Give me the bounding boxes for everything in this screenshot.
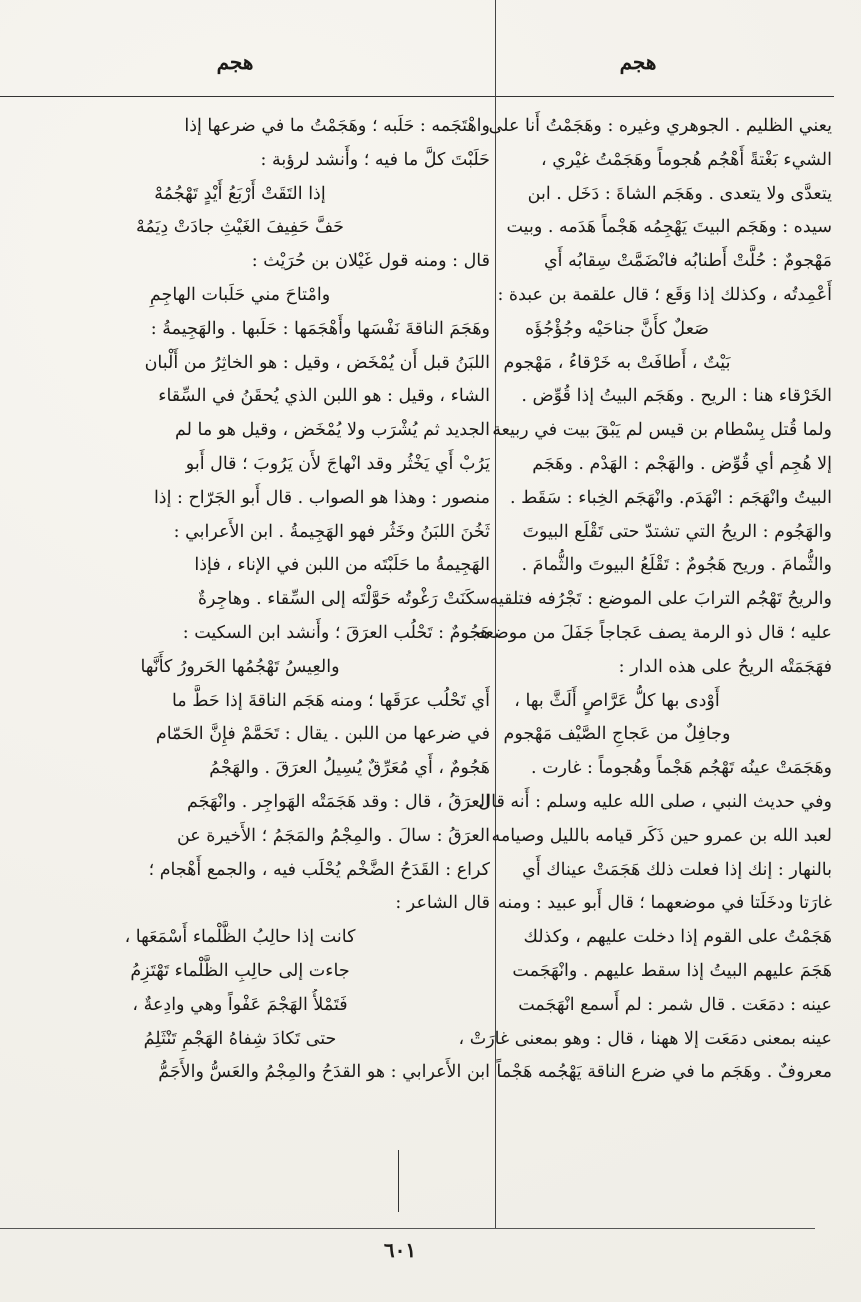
text-line: والثُّمامَ . وريح هَجُومٌ : تَقْلَعُ البيوتَ والثُّمامَ . [521,555,832,576]
verse-line: إذا التَقَتْ أَرْبَعُ أَيْدٍ تَهْجُمُهْ [154,183,326,204]
verse-line: جاءت إلى حالِبِ الظَّلْماء تَهْتَزِمُ [130,960,350,981]
text-line: حَلَبْتَ كلَّ ما فيه ؛ وأَنشد لرؤبة : [260,149,490,170]
text-line: معروفٌ . وهَجَم ما في ضرع الناقة يَهْجُمه هَجْماً [496,1062,832,1083]
column-end-bracket [398,1150,402,1212]
text-line: قال : ومنه قول غَيْلان بن حُرَيْث : [251,251,490,272]
header-rule [0,96,834,97]
text-line: فهَجَمَتْه الريحُ على هذه الدار : [618,656,832,677]
text-line: غارَتا ودخَلَتا في موضعهما ؛ قال أَبو عبيد : ومنه [497,893,832,914]
text-line: سكَنَتْ رَغْوتُه حَوَّلْتَه إلى السِّقاء . وهاجِرةٌ [197,589,490,610]
verse-line: حَفَّ حَفِيفَ الغَيْثِ جادَتْ دِيَمُهْ [136,217,344,238]
text-line: كراع : القَدَحُ الضَّخْم يُحْلَب فيه ، والجمع أَهْجام ؛ [148,859,490,880]
text-line: بالنهار : إنك إذا فعلت ذلك هَجَمَتْ عيناك أَي [522,859,832,880]
text-line: ثَخُنَ اللبَنُ وخَثُر فهو الهَجِيمةُ . ابن الأَعرابي : [173,521,490,542]
text-line: إلا هُجِم أي قُوِّض . والهَجْم : الهَدْم . وهَجَم [532,453,832,474]
text-line: في ضرعها من اللبن . يقال : تَحَمَّمْ فإِنَّ الحَمّام [155,724,490,745]
text-line: ابن الأَعرابي : هو القدَحُ والمِجْمُ والعَسُّ والأَجَمُّ [158,1062,490,1083]
text-line: الخَرْقاء هنا : الريح . وهَجَم البيتُ إذا قُوِّض . [521,386,832,407]
text-line: والهَجُوم : الريحُ التي تشتدّ حتى تَقْلَع البيوتَ [522,521,832,542]
text-line: وفي حديث النبي ، صلى الله عليه وسلم : أَنه قال [478,791,832,812]
text-line: يعني الظليم . الجوهري وغيره : وهَجَمْتُ أَنا على [488,116,832,136]
verse-line: وامْتاحَ مني حَلَبات الهاجِمِ [149,284,331,305]
left-column [0,110,490,1090]
text-line: هَجُومٌ ، أَي مُعَرِّقٌ يُسِيلُ العرَقَ . والهَجْمُ [209,758,490,779]
text-line: أَي تَحْلُب عرَقَها ؛ ومنه هَجَم الناقةَ إذا حَطَّ ما [171,690,490,711]
text-line: لعبد الله بن عمرو حين ذَكَر قيامه بالليل وصيامه [491,825,832,846]
text-line: اللبَنُ قبل أَن يُمْخَض ، وقيل : هو الخاثِرُ من أَلْبان [144,352,490,373]
verse-line: كانت إذا حالِبُ الظَّلْماء أَسْمَعَها ، [124,927,356,948]
footer-rule [0,1228,815,1229]
text-line: عينه بمعنى دمَعَت إلا ههنا ، قال : وهو بمعنى غارَتْ ، [458,1028,832,1049]
text-line: الجديد ثم يُشْرَب ولا يُمْخَض ، وقيل هو ما لم [174,420,490,441]
verse-line: فَتَمْلأُ الهَجْمَ عَفْواً وهي وادِعةٌ ، [132,994,348,1015]
text-line: هَجُومٌ : تَحْلُب العرَقَ ؛ وأَنشد ابن السكيت : [182,622,490,643]
text-line: البيتُ وانْهَجَم : انْهَدَم. وانْهَجَم الخِباء : سَقَط . [509,487,832,508]
verse-line: أَوْدى بها كلُّ عَرَّاصٍ أَلَثَّ بها ، [514,690,720,711]
text-line: هَجَمْتُ على القوم إذا دخلت عليهم ، وكذلك [523,927,832,948]
verse-line: وجافِلٌ من عَجاجِ الصَّيْف مَهْجوم [503,724,731,745]
text-line: العرَقُ : سالَ . والمِجْمُ والمَجَمُ ؛ الأَخيرة عن [176,825,490,846]
headword-right: هجم [619,50,657,74]
text-line: منصور : وهذا هو الصواب . قال أَبو الجَرّاح : إذا [153,487,490,508]
headword-left: هجم [216,50,254,74]
text-line: هَجَمَ عليهم البيتُ إذا سقط عليهم . وانْهَجَمت [512,960,832,981]
text-line: قال الشاعر : [395,893,490,914]
text-line: عليه ؛ قال ذو الرمة يصف عَجاجاً جَفَلَ من موضعه [476,622,832,643]
text-line: واهْتَجَمه : حَلَبه ؛ وهَجَمْتُ ما في ضرعها إذا [184,116,490,136]
text-line: يَرُبْ أَي يَخْثُر وقد انْهاجَ لأَن يَرُوبَ ؛ قال أَبو [185,453,490,474]
text-line: العرَقُ ، قال : وقد هَجَمَتْه الهَواجِر . وانْهَجَم [186,791,490,812]
page-number: ٦٠١ [383,1238,417,1262]
text-line: الهَجِيمةُ ما حَلَبْتَه من اللبن في الإناء ، فإذا [194,555,490,576]
text-line: عينه : دمَعَت . قال شمر : لم أَسمع انْهَجَمت [518,994,832,1015]
text-line: مَهْجومٌ : حُلَّتْ أَطنابُه فانْضَمَّتْ سِقابُه أَي [543,251,832,272]
text-line: والريحُ تَهْجُم الترابَ على الموضع : تَجْرُفه فتلقيه [489,589,832,610]
text-line: سيده : وهَجَم البيتَ يَهْجِمُه هَجْماً هَدَمه . وبيت [506,217,832,238]
text-line: أَعْمِدتُه ، وكذلك إذا وَقَع ؛ قال علقمة بن عبدة : [497,284,832,305]
verse-line: حتى تَكادَ شِفاهُ الهَجْمِ تَنْثَلِمُ [143,1028,337,1049]
verse-line: بَيْتٌ ، أَطافَتْ به خَرْقاءُ ، مَهْجوم [503,352,731,373]
text-line: يتعدَّى ولا يتعدى . وهَجَم الشاةَ : دَخَل . ابن [527,183,832,204]
text-line: الشيء بَغْتةً أَهْجُم هُجوماً وهَجَمْتُ غيْري ، [541,149,832,170]
text-line: وهَجَمَتْ عينُه تَهْجُم هَجْماً وهُجوماً : غارت . [530,758,832,779]
text-line: وهَجَمَ الناقةَ نَفْسَها وأَهْجَمَها : حَلَبها . والهَجِيمةُ : [150,318,490,339]
verse-line: صَعلٌ كأَنَّ جناحَيْه وجُؤْجُؤَه [524,318,709,339]
text-line: ولما قُتل بِسْطام بن قيس لم يَبْقَ بيت في ربيعة [492,420,832,441]
verse-line: والعِيسُ تَهْجُمُها الحَرورُ كأَنَّها [140,656,340,677]
text-line: الشاء ، وقيل : هو اللبن الذي يُحقَنُ في السِّقاء [158,386,490,407]
